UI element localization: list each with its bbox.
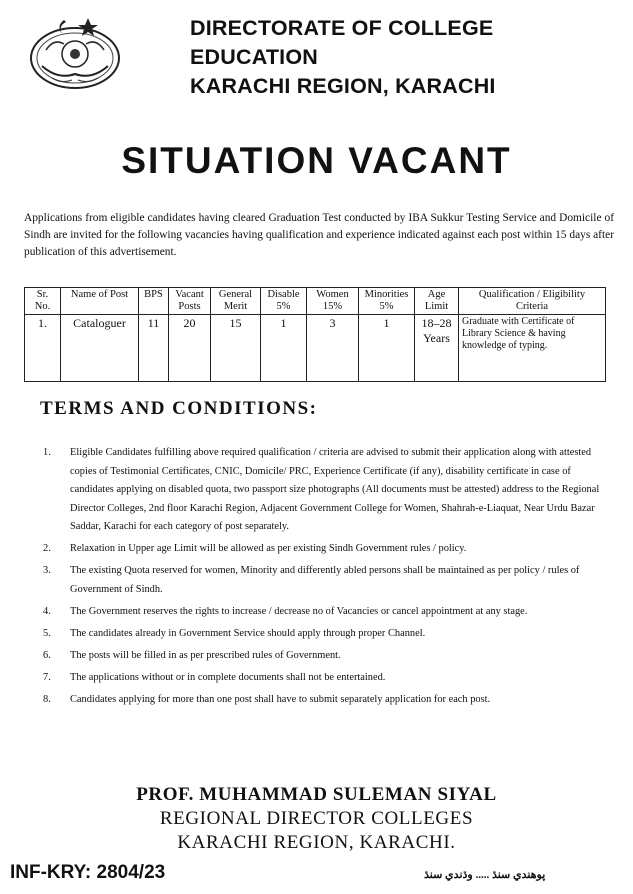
- term-number: 3.: [43, 565, 51, 576]
- issuing-authority: [190, 14, 630, 101]
- reference-number: INF-KRY: 2804/23: [10, 862, 166, 883]
- list-item: [28, 444, 600, 537]
- signatory-location: KARACHI REGION, KARACHI.: [177, 832, 456, 853]
- col-header-vacant: Vacant Posts: [169, 288, 211, 315]
- cell-sr: 1.: [25, 315, 61, 382]
- cell-minorities: 1: [359, 315, 415, 382]
- cell-post: Cataloguer: [61, 315, 139, 382]
- term-text: The existing Quota reserved for women, Minority and differently abled persons shall be maintained as per policy / rules of Government of Sindh.: [70, 565, 580, 595]
- list-item: [28, 669, 600, 688]
- term-number: 2.: [43, 543, 51, 554]
- signatory-designation: REGIONAL DIRECTOR COLLEGES: [159, 808, 474, 829]
- cell-general: 15: [211, 315, 261, 382]
- col-header-women: Women 15%: [307, 288, 359, 315]
- signatory-name: PROF. MUHAMMAD SULEMAN SIYAL: [136, 784, 497, 805]
- list-item: [28, 562, 600, 599]
- signature-block: [0, 783, 633, 855]
- term-number: 7.: [43, 671, 51, 683]
- table-row: [25, 315, 606, 382]
- vacancy-table: [24, 287, 606, 382]
- term-text: The candidates already in Government Service should apply through proper Channel.: [70, 627, 426, 639]
- term-text: The posts will be filled in as per prescribed rules of Government.: [70, 649, 341, 661]
- col-header-criteria: Qualification / Eligibility Criteria: [459, 288, 606, 315]
- page-title: SITUATION VACANT: [121, 140, 512, 181]
- term-number: 5.: [43, 627, 51, 639]
- col-header-minorities: Minorities 5%: [359, 288, 415, 315]
- list-item: [28, 603, 600, 622]
- list-item: [28, 691, 600, 710]
- header-line-1: DIRECTORATE OF COLLEGE: [190, 16, 494, 40]
- col-header-bps: BPS: [139, 288, 169, 315]
- list-item: [28, 625, 600, 644]
- term-number: 6.: [43, 649, 51, 661]
- term-text: Relaxation in Upper age Limit will be allowed as per existing Sindh Government rules / policy.: [70, 543, 467, 554]
- list-item: [28, 540, 600, 559]
- term-text: Candidates applying for more than one post shall have to submit separately application for each post.: [70, 693, 491, 705]
- table-header-row: [25, 288, 606, 315]
- intro-paragraph: Applications from eligible candidates having cleared Graduation Test conducted by IBA Sukkur Testing Service and Domicile of Sindh are invited for the following vacancies having qualification and experience indicated against each post within 15 days after publication of this advertisement.: [24, 212, 614, 258]
- terms-heading: TERMS AND CONDITIONS:: [40, 398, 318, 419]
- cell-vacant: 20: [169, 315, 211, 382]
- term-number: 8.: [43, 693, 51, 705]
- sindhi-footer-note: پوهندي سنڌ ..... وڌندي سنڌ: [424, 869, 546, 881]
- cell-age: 18–28 Years: [415, 315, 459, 382]
- term-text: Eligible Candidates fulfilling above required qualification / criteria are advised to submit their application along with attested copies of Testimonial Certificates, CNIC, Domicile/ PRC, Experience Certificate (if any), disability certificate in case of candidates applying on disabled quota, two passport size photographs (All documents must be attested) address to the Regional Director Colleges, 2nd floor Karachi Region, Adjacent Government College for Women, Shahrah-e-Liaquat, Near Urdu Bazar Saddar, Karachi for each category of post separately.: [70, 447, 600, 532]
- term-text: The applications without or in complete documents shall not be entertained.: [70, 671, 386, 683]
- col-header-disable: Disable 5%: [261, 288, 307, 315]
- term-number: 1.: [43, 447, 51, 458]
- header-line-3: KARACHI REGION, KARACHI: [190, 74, 496, 98]
- col-header-sr: Sr. No.: [25, 288, 61, 315]
- col-header-age: Age Limit: [415, 288, 459, 315]
- col-header-post: Name of Post: [61, 288, 139, 315]
- term-number: 4.: [43, 605, 51, 617]
- cell-bps: 11: [139, 315, 169, 382]
- term-text: The Government reserves the rights to increase / decrease no of Vacancies or cancel appointment at any stage.: [70, 605, 528, 617]
- header-line-2: EDUCATION: [190, 45, 319, 69]
- terms-list: [28, 444, 600, 713]
- cell-disable: 1: [261, 315, 307, 382]
- list-item: [28, 647, 600, 666]
- cell-criteria: Graduate with Certificate of Library Science & having knowledge of typing.: [459, 315, 606, 382]
- cell-women: 3: [307, 315, 359, 382]
- sindh-government-emblem: [28, 14, 123, 92]
- col-header-general: General Merit: [211, 288, 261, 315]
